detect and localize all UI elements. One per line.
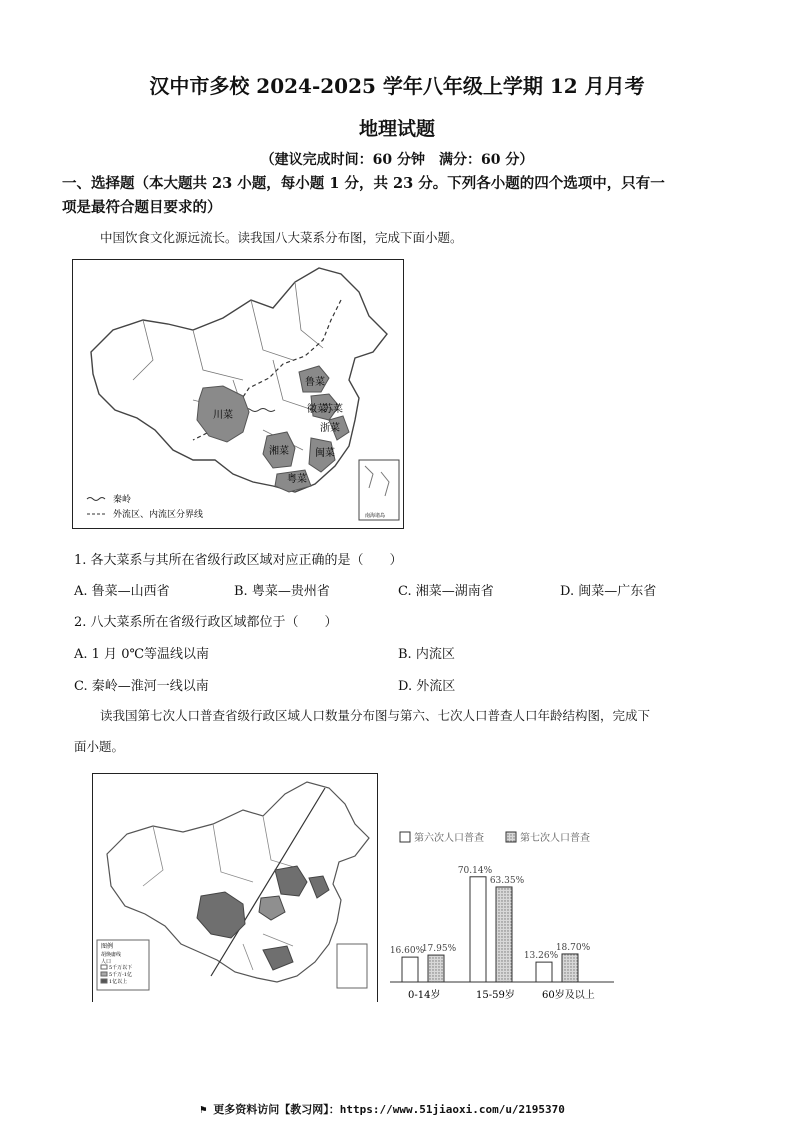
pop-legend-line: 胡焕庸线	[101, 952, 122, 958]
population-map	[92, 773, 378, 1002]
bar-7th-1	[496, 887, 512, 982]
map-label-chuan: 川菜	[213, 410, 233, 421]
pop-legend-title: 图例	[101, 943, 114, 950]
map-label-yue: 粤菜	[287, 474, 307, 485]
bar-label-6th-1: 70.14%	[457, 865, 493, 876]
pop-legend-item-3: 1亿以上	[109, 979, 128, 985]
group2-intro-line1: 读我国第七次人口普查省级行政区域人口数量分布图与第六、七次人口普查人口年龄结构图，完成下	[100, 708, 651, 723]
bar-label-6th-0: 16.60%	[389, 946, 425, 957]
q1-option-a[interactable]: A. 鲁菜—山西省	[74, 584, 170, 599]
section-heading	[62, 172, 742, 220]
south-sea-inset	[359, 460, 399, 520]
map-label-hui: 徽菜	[307, 404, 327, 415]
map-label-su: 苏菜	[323, 404, 343, 415]
question-2-stem: 2. 八大菜系所在省级行政区域都位于（ ）	[74, 615, 338, 630]
age-structure-chart	[384, 822, 620, 1002]
bar-7th-0	[428, 955, 444, 982]
pop-legend-swatch-1	[101, 965, 107, 969]
q1-option-d[interactable]: D. 闽菜—广东省	[560, 584, 657, 599]
q1-option-b[interactable]: B. 粤菜—贵州省	[234, 584, 330, 599]
bar-label-7th-2: 18.70%	[555, 942, 591, 953]
bar-7th-2	[562, 954, 578, 982]
paper-title: 汉中市多校 2024-2025 学年八年级上学期 12 月月考	[149, 74, 645, 98]
q2-option-c[interactable]: C. 秦岭—淮河一线以南	[74, 679, 209, 694]
q1-option-c[interactable]: C. 湘菜—湖南省	[398, 584, 494, 599]
map-label-xiang: 湘菜	[269, 446, 289, 457]
q2-option-d[interactable]: D. 外流区	[398, 679, 456, 694]
pop-legend-swatch-3	[101, 979, 107, 983]
chart-bars	[390, 866, 591, 982]
map-label-min: 闽菜	[315, 448, 335, 459]
bar-label-7th-1: 63.35%	[489, 875, 525, 886]
inset-label: 南海诸岛	[365, 513, 386, 519]
pop-legend-pop: 人口	[101, 959, 112, 965]
flag-icon: ⚑	[200, 1103, 214, 1116]
exam-info: （建议完成时间：60 分钟 满分：60 分）	[260, 152, 534, 168]
legend-label-7th: 第七次人口普查	[520, 833, 590, 844]
section-heading-line1: 一、选择题（本大题共 23 小题，每小题 1 分，共 23 分。下列各小题的四个选项中，只有一	[62, 175, 665, 192]
legend-swatch-6th	[400, 832, 410, 842]
x-tick-0: 0-14岁	[408, 990, 441, 1001]
footer-text: 更多资料访问【教习网】：https://www.51jiaoxi.com/u/2195370	[213, 1103, 565, 1116]
map-label-zhe: 浙菜	[320, 423, 340, 434]
cuisine-map-svg	[73, 260, 403, 528]
footer-link[interactable]	[200, 1101, 565, 1117]
bar-6th-1	[470, 877, 486, 982]
legend-label-6th: 第六次人口普查	[414, 833, 484, 844]
x-tick-1: 15-59岁	[476, 990, 515, 1001]
age-structure-chart-svg	[384, 822, 620, 1002]
map-label-lu: 鲁菜	[305, 377, 325, 388]
legend-qinling-symbol	[87, 498, 105, 501]
section-heading-line2: 项是最符合题目要求的）	[62, 199, 222, 216]
pop-inset	[337, 944, 367, 988]
pop-legend-swatch-2	[101, 972, 107, 976]
q2-option-a[interactable]: A. 1 月 0℃等温线以南	[74, 647, 210, 662]
bar-6th-2	[536, 962, 552, 982]
bar-label-7th-0: 17.95%	[421, 944, 457, 955]
legend-swatch-7th	[506, 832, 516, 842]
group2-intro-line2: 面小题。	[74, 739, 125, 754]
q2-option-b[interactable]: B. 内流区	[398, 647, 455, 662]
population-map-svg	[93, 774, 377, 1002]
cuisine-map	[72, 259, 404, 529]
x-tick-2: 60岁及以上	[542, 990, 595, 1001]
legend-qinling-text: 秦岭	[113, 495, 132, 505]
pop-legend-item-2: 5千万-1亿	[109, 972, 133, 978]
china-outline	[91, 268, 387, 492]
paper-subject: 地理试题	[358, 118, 435, 140]
bar-6th-0	[402, 957, 418, 982]
question-1-stem: 1. 各大菜系与其所在省级行政区域对应正确的是（ ）	[74, 553, 403, 568]
bar-label-6th-2: 13.26%	[523, 951, 559, 962]
group1-intro: 中国饮食文化源远流长。读我国八大菜系分布图，完成下面小题。	[100, 230, 463, 245]
legend-boundary-text: 外流区、内流区分界线	[113, 510, 204, 520]
pop-legend-item-1: 5千万以下	[109, 965, 133, 971]
